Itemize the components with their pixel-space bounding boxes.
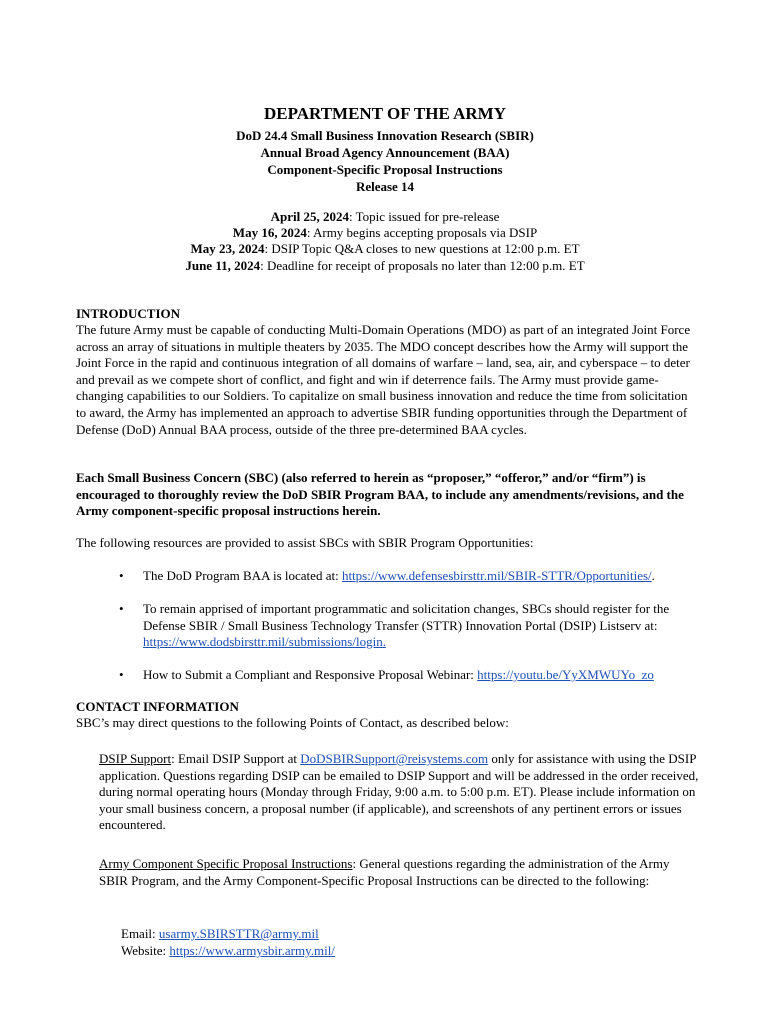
army-instructions-label: Army Component Specific Proposal Instructions — [99, 856, 353, 871]
webinar-link[interactable]: https://youtu.be/YyXMWUYo_zo — [477, 667, 654, 682]
bullet-item-listserv — [143, 601, 703, 651]
bullet-text: How to Submit a Compliant and Responsive Proposal Webinar: — [143, 667, 478, 682]
subtitle-line-2: Annual Broad Agency Announcement (BAA) — [260, 145, 510, 160]
bullet-text: The DoD Program BAA is located at: — [143, 568, 342, 583]
date-line — [0, 240, 770, 257]
bullet-after: . — [651, 568, 655, 583]
subtitle-line-3: Component-Specific Proposal Instructions — [267, 162, 503, 177]
army-website-link[interactable]: https://www.armysbir.army.mil/ — [169, 943, 335, 958]
bullet-symbol: • — [119, 601, 124, 616]
introduction-paragraph: The future Army must be capable of conducting Multi-Domain Operations (MDO) as part of an integrated Joint Force across an array of situations in multiple theaters by 2035. The MDO concept describes how the Army will support the Joint Force in the rapid and continuous integration of all domains of warfare – land, sea, air, and cyberspace – to deter and prevail as we compete short of conflict, and fight and win if deterrence fails. The Army must provide game-changing capabilities to our Soldiers. To capitalize on small business innovation and reduce the time from solicitation to award, the Army has implemented an approach to advertise SBIR funding opportunities through the Department of Defense (DoD) Annual BAA process, outside of the three pre-determined BAA cycles. — [76, 322, 691, 437]
date: May 23, 2024 — [190, 241, 265, 256]
army-post-text: : General questions regarding the administration of the Army SBIR Program, and the Army Component-Specific Proposal Instructions can be directed to the following: — [99, 856, 670, 888]
bullet-item-webinar — [143, 667, 703, 684]
subtitle-release: Release 14 — [355, 179, 415, 194]
army-instructions-paragraph — [99, 856, 699, 889]
website-label: Website: — [121, 943, 170, 958]
contact-intro: SBC’s may direct questions to the following Points of Contact, as described below: — [76, 715, 509, 730]
document-title: DEPARTMENT OF THE ARMY — [264, 104, 506, 123]
date: April 25, 2024 — [270, 209, 349, 224]
resources-intro: The following resources are provided to assist SBCs with SBIR Program Opportunities: — [76, 535, 534, 550]
date-desc: : Topic issued for pre-release — [348, 209, 500, 224]
date-line — [0, 224, 770, 241]
bullet-text: To remain apprised of important programmatic and solicitation changes, SBCs should register for the Defense SBIR / Small Business Technology Transfer (STTR) Innovation Portal (DSIP) Listserv at: — [143, 601, 670, 633]
date-line — [0, 208, 770, 225]
date-desc: : Army begins accepting proposals via DSIP — [306, 225, 538, 240]
dsip-post-text: only for assistance with using the DSIP application. Questions regarding DSIP can be emailed to DSIP Support and will be addressed in the order received, during normal operating hours (Monday through Friday, 9:00 a.m. to 5:00 p.m. ET). Please include information on your small business concern, a proposal number (if applicable), and screenshots of any pertinent errors or issues encountered. — [99, 751, 699, 833]
date-desc: : DSIP Topic Q&A closes to new questions at 12:00 p.m. ET — [264, 241, 580, 256]
email-label: Email: — [121, 926, 159, 941]
baa-link[interactable]: https://www.defensesbirsttr.mil/SBIR-STTR/Opportunities/ — [341, 568, 652, 583]
dsip-support-paragraph — [99, 751, 699, 834]
subtitle-line-1: DoD 24.4 Small Business Innovation Research (SBIR) — [236, 128, 534, 143]
email-line — [121, 926, 681, 943]
army-email-link[interactable]: usarmy.SBIRSTTR@army.mil — [158, 926, 319, 941]
date: May 16, 2024 — [232, 225, 307, 240]
contact-heading: CONTACT INFORMATION — [76, 699, 239, 714]
dsip-email-link[interactable]: DoDSBIRSupport@reisystems.com — [300, 751, 489, 766]
date-line — [0, 257, 770, 274]
date-desc: : Deadline for receipt of proposals no later than 12:00 p.m. ET — [260, 258, 585, 273]
bullet-symbol: • — [119, 568, 124, 583]
dsip-login-link[interactable]: https://www.dodsbirsttr.mil/submissions/login. — [143, 634, 386, 650]
sbc-notice-paragraph: Each Small Business Concern (SBC) (also referred to herein as “proposer,” “offeror,” and/or “firm”) is encouraged to thoroughly review the DoD SBIR Program BAA, to include any amendments/revisions, and the Army component-specific proposal instructions herein. — [76, 470, 684, 519]
bullet-symbol: • — [119, 667, 124, 682]
introduction-heading: INTRODUCTION — [76, 306, 181, 321]
bullet-item-baa — [143, 568, 703, 585]
date: June 11, 2024 — [185, 258, 261, 273]
dsip-support-label: DSIP Support — [99, 751, 172, 766]
website-line — [121, 943, 681, 960]
dsip-pre-text: : Email DSIP Support at — [171, 751, 301, 766]
